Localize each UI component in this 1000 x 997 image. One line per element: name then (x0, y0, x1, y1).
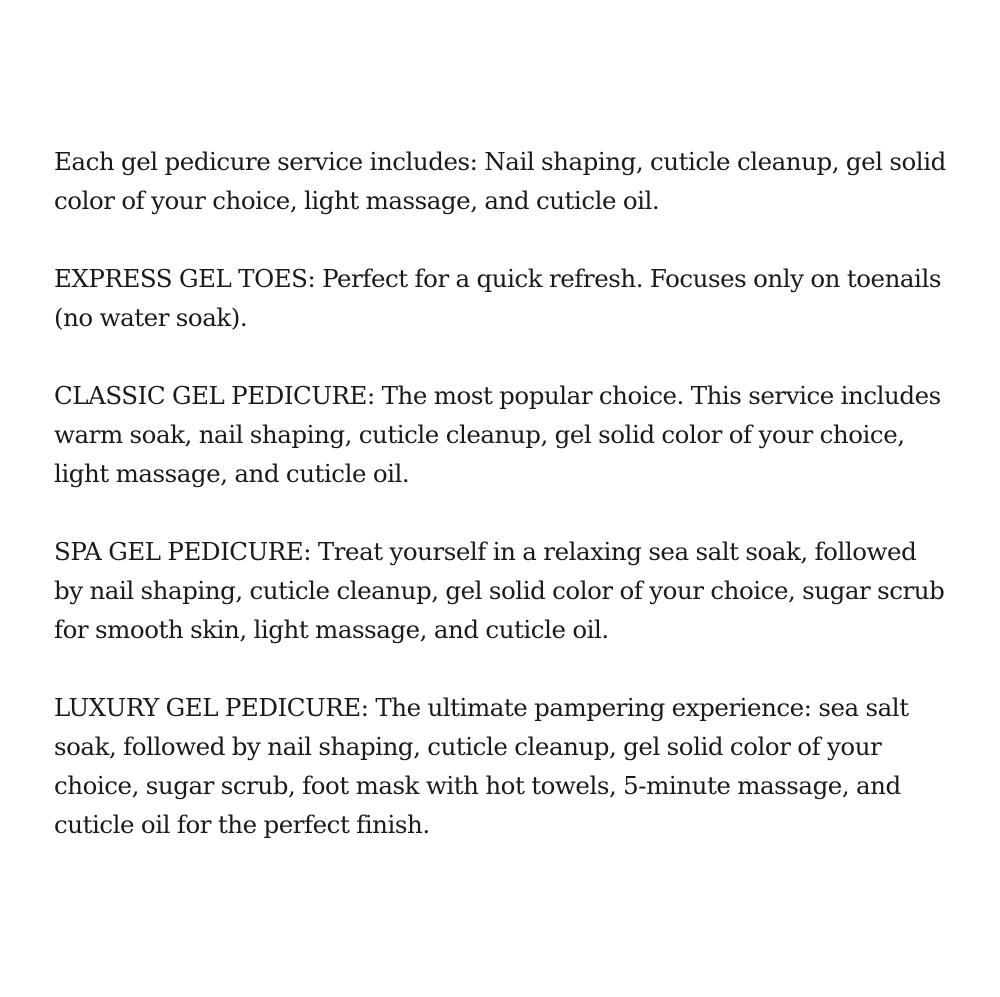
text-line: color of your choice, light massage, and cuticle oil. (54, 186, 660, 215)
text-line: cuticle oil for the perfect finish. (54, 810, 430, 839)
text-line: SPA GEL PEDICURE: Treat yourself in a relaxing sea salt soak, followed (54, 537, 917, 566)
spa-gel-pedicure-paragraph (54, 532, 954, 649)
text-line: by nail shaping, cuticle cleanup, gel solid color of your choice, sugar scrub (54, 576, 945, 605)
text-line: CLASSIC GEL PEDICURE: The most popular choice. This service includes (54, 381, 941, 410)
text-line: Each gel pedicure service includes: Nail shaping, cuticle cleanup, gel solid (54, 147, 946, 176)
classic-gel-pedicure-paragraph (54, 376, 954, 493)
text-line: soak, followed by nail shaping, cuticle cleanup, gel solid color of your (54, 732, 882, 761)
text-line: LUXURY GEL PEDICURE: The ultimate pampering experience: sea salt (54, 693, 909, 722)
text-line: EXPRESS GEL TOES: Perfect for a quick refresh. Focuses only on toenails (54, 264, 941, 293)
text-line: (no water soak). (54, 303, 248, 332)
luxury-gel-pedicure-paragraph (54, 688, 954, 844)
intro-paragraph (54, 142, 954, 220)
text-line: choice, sugar scrub, foot mask with hot towels, 5-minute massage, and (54, 771, 901, 800)
service-description (54, 142, 954, 883)
text-line: light massage, and cuticle oil. (54, 459, 410, 488)
text-line: for smooth skin, light massage, and cuticle oil. (54, 615, 609, 644)
text-line: warm soak, nail shaping, cuticle cleanup, gel solid color of your choice, (54, 420, 905, 449)
express-gel-toes-paragraph (54, 259, 954, 337)
